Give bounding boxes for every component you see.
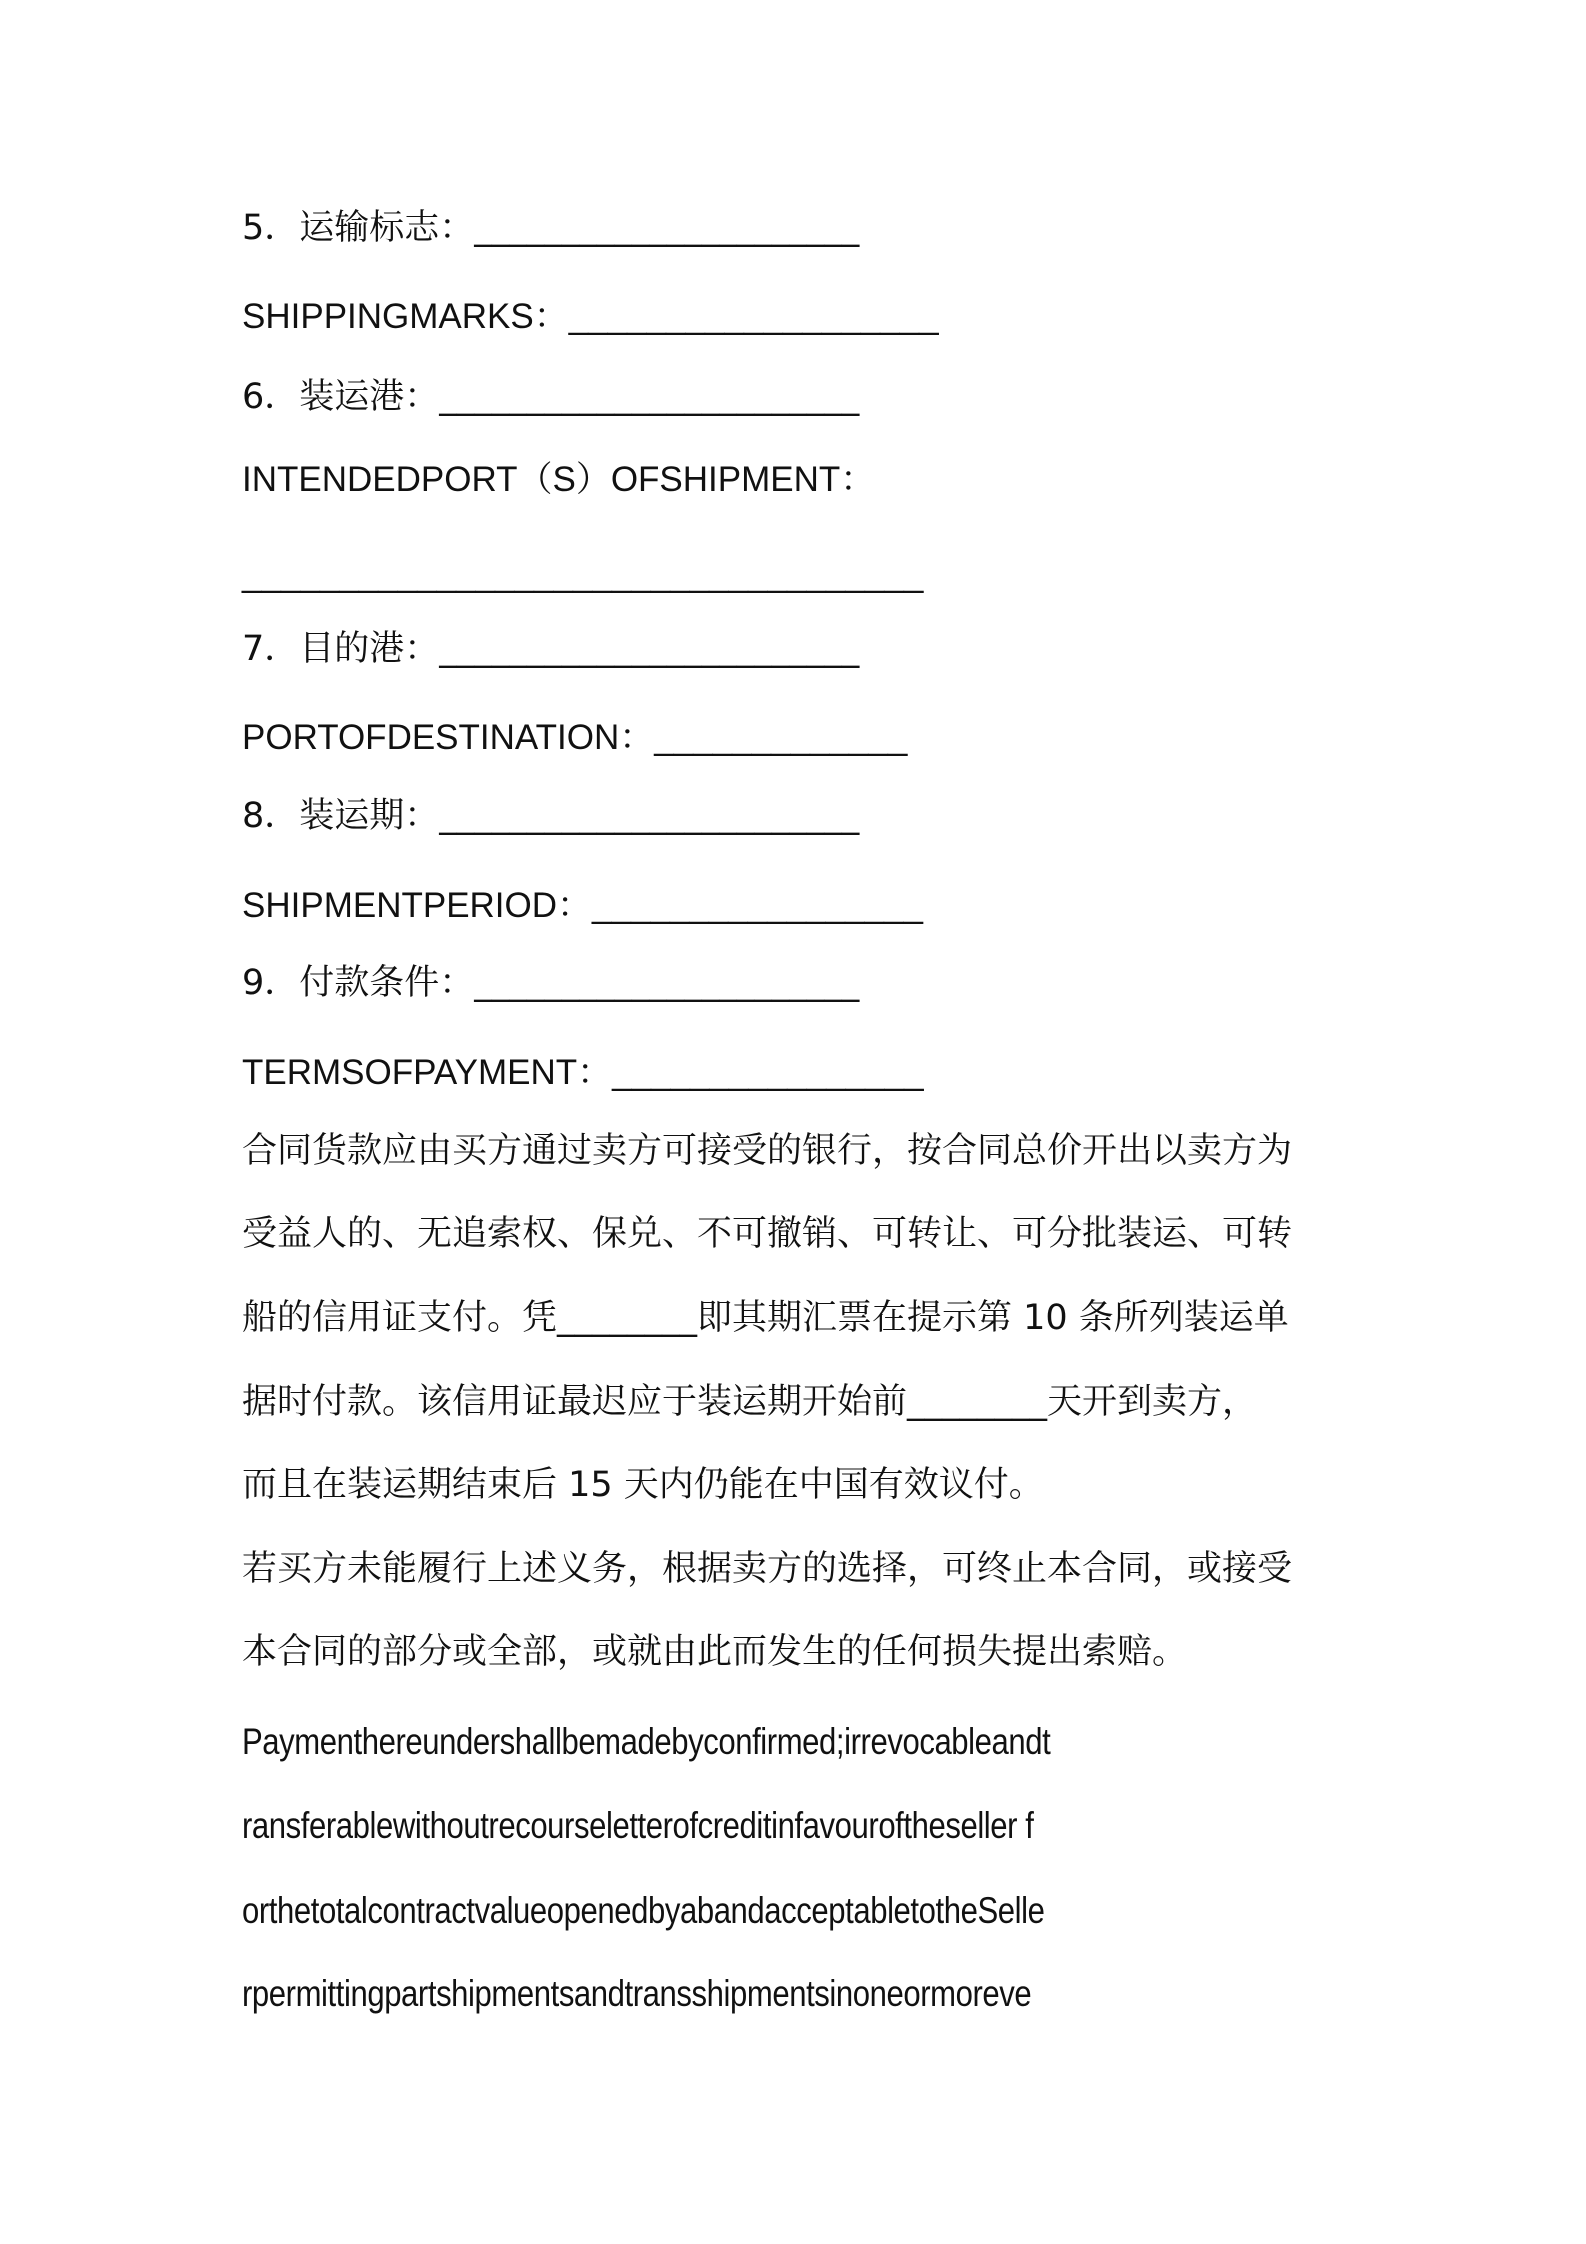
paragraph-line: 而且在装运期结束后 15 天内仍能在中国有效议付。 bbox=[242, 1465, 1044, 1505]
paragraph-line: 据时付款。该信用证最迟应于装运期开始前________天开到卖方， bbox=[242, 1382, 1258, 1422]
paragraph-line: rpermittingpartshipmentsandtransshipmentsinoneormoreve bbox=[242, 1973, 1032, 2014]
paragraph-line: 船的信用证支付。凭________即其期汇票在提示第 10 条所列装运单 bbox=[242, 1298, 1289, 1338]
terms-of-payment-cn-field: 9．付款条件：______________________ bbox=[242, 963, 860, 1003]
shipping-marks-cn-field: 5．运输标志：______________________ bbox=[242, 208, 860, 248]
shipment-period-cn-field: 8．装运期：________________________ bbox=[242, 796, 860, 836]
paragraph-line: orthetotalcontractvalueopenedbyabandacceptabletotheSelle bbox=[242, 1890, 1045, 1931]
port-of-destination-en-field: PORTOFDESTINATION：_____________ bbox=[242, 718, 908, 757]
port-of-shipment-cn-field: 6．装运港：________________________ bbox=[242, 377, 860, 417]
port-of-destination-cn-field: 7．目的港：________________________ bbox=[242, 629, 860, 669]
terms-of-payment-en-field: TERMSOFPAYMENT：________________ bbox=[242, 1053, 924, 1092]
paragraph-line: 合同货款应由买方通过卖方可接受的银行，按合同总价开出以卖方为 bbox=[242, 1131, 1293, 1171]
paragraph-line: 若买方未能履行上述义务，根据卖方的选择，可终止本合同，或接受 bbox=[242, 1549, 1293, 1589]
shipment-period-en-field: SHIPMENTPERIOD：_________________ bbox=[242, 886, 923, 925]
paragraph-line: Paymenthereundershallbemadebyconfirmed;irrevocableandt bbox=[242, 1721, 1051, 1762]
port-of-shipment-en-label: INTENDEDPORT（S）OFSHIPMENT： bbox=[242, 460, 876, 499]
shipping-marks-en-field: SHIPPINGMARKS：___________________ bbox=[242, 297, 939, 336]
paragraph-line: 本合同的部分或全部，或就由此而发生的任何损失提出索赔。 bbox=[242, 1632, 1188, 1672]
paragraph-line: 受益人的、无追索权、保兑、不可撤销、可转让、可分批装运、可转 bbox=[242, 1214, 1293, 1254]
paragraph-line: ransferablewithoutrecourseletterofcreditinfavouroftheseller f bbox=[242, 1805, 1034, 1846]
port-of-shipment-en-blank: ___________________________________ bbox=[242, 555, 924, 594]
